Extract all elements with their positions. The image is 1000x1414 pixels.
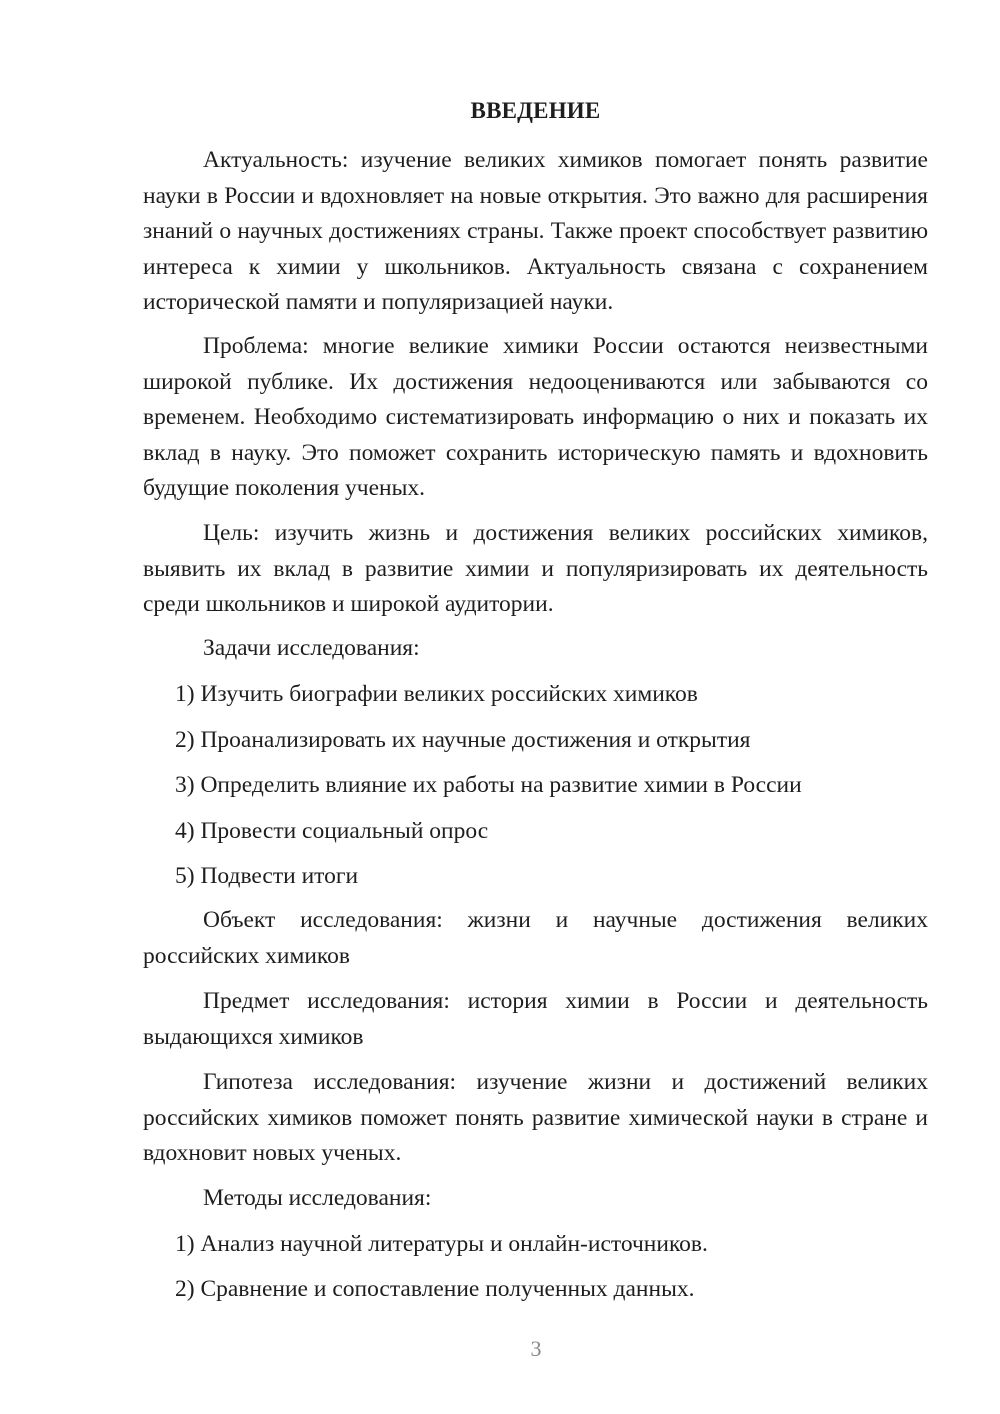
method-item: 2) Сравнение и сопоставление полученных данных. (175, 1276, 695, 1302)
task-item: 4) Провести социальный опрос (175, 818, 489, 844)
relevance-paragraph: Актуальность: изучение великих химиков помогает понять развитие науки в России и вдохновляет на новые открытия. Это важно для расширения знаний о научных достижениях страны. Также проект способствует развитию интереса к химии у школьников. Актуальность связана с сохранением исторической памяти и популяризацией науки. (143, 147, 928, 315)
task-item: 3) Определить влияние их работы на развитие химии в России (175, 772, 802, 798)
task-item: 1) Изучить биографии великих российских химиков (175, 681, 698, 707)
method-item: 1) Анализ научной литературы и онлайн-источников. (175, 1231, 708, 1257)
tasks-heading: Задачи исследования: (203, 635, 420, 661)
task-item: 2) Проанализировать их научные достижения и открытия (175, 727, 751, 753)
hypothesis-paragraph: Гипотеза исследования: изучение жизни и достижений великих российских химиков поможет понять развитие химической науки в стране и вдохновит новых ученых. (143, 1069, 928, 1166)
goal-paragraph: Цель: изучить жизнь и достижения великих российских химиков, выявить их вклад в развитие химии и популяризировать их деятельность среди школьников и широкой аудитории. (143, 520, 928, 617)
page-number: 3 (530, 1336, 542, 1361)
problem-paragraph: Проблема: многие великие химики России остаются неизвестными широкой публике. Их достижения недооцениваются или забываются со временем. Необходимо систематизировать информацию о них и показать их вклад в науку. Это поможет сохранить историческую память и вдохновить будущие поколения ученых. (143, 333, 928, 501)
object-paragraph: Объект исследования: жизни и научные достижения великих российских химиков (143, 907, 928, 969)
page-title: ВВЕДЕНИЕ (470, 98, 601, 123)
methods-heading: Методы исследования: (203, 1185, 432, 1211)
task-item: 5) Подвести итоги (175, 863, 359, 889)
subject-paragraph: Предмет исследования: история химии в России и деятельность выдающихся химиков (143, 988, 928, 1050)
